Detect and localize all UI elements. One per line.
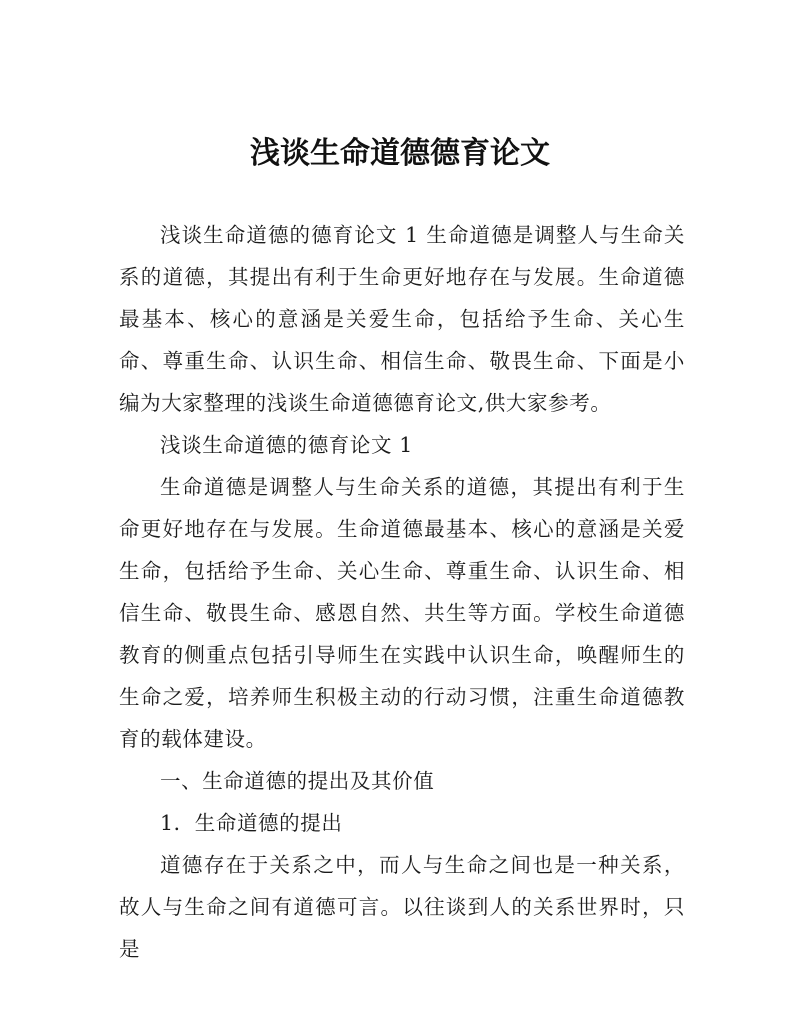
chapter-heading: 一、生命道德的提出及其价值	[160, 769, 435, 793]
body-paragraph: 生命道德是调整人与生命关系的道德，其提出有利于生命更好地存在与发展。生命道德最基本、核心的意涵是关爱生命，包括给予生命、关心生命、尊重生命、认识生命、相信生命、敬畏生命、感恩自然、共生等方面。学校生命道德教育的侧重点包括引导师生在实践中认识生命，唤醒师生的生命之爱，培养师生积极主动的行动习惯，注重生命道德教育的载体建设。	[119, 475, 685, 751]
subsection-heading: 1．生命道德的提出	[160, 811, 343, 835]
document-title: 浅谈生命道德德育论文	[250, 136, 550, 171]
body-paragraph: 道德存在于关系之中，而人与生命之间也是一种关系，故人与生命之间有道德可言。以往谈到人的关系世界时，只是	[119, 853, 685, 961]
document-body	[119, 214, 685, 970]
intro-paragraph: 浅谈生命道德的德育论文 1 生命道德是调整人与生命关系的道德，其提出有利于生命更好地存在与发展。生命道德最基本、核心的意涵是关爱生命，包括给予生命、关心生命、尊重生命、认识生命、相信生命、敬畏生命、下面是小编为大家整理的浅谈生命道德德育论文,供大家参考。	[119, 223, 685, 415]
section-heading: 浅谈生命道德的德育论文 1	[160, 433, 413, 457]
